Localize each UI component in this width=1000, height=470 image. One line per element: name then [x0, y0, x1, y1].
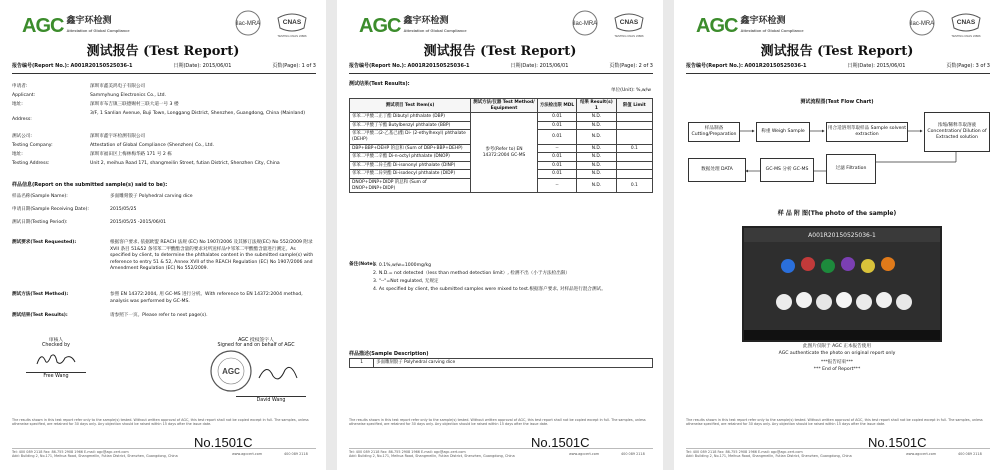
report-page-3 — [674, 0, 1000, 470]
flow-step-cutting: 样品制备 Cutting/Preparation — [688, 122, 740, 142]
svg-text:TESTING CNAS L5806: TESTING CNAS L5806 — [277, 34, 307, 38]
flow-step-weigh: 称重 Weigh Sample — [756, 122, 810, 142]
footer-website: www.agccert.com — [232, 452, 263, 456]
cell-mdl: 0.01 — [537, 161, 576, 170]
logo-en-text: Attestation of Global Compliance — [66, 28, 130, 33]
cnas-badge-icon — [609, 8, 649, 38]
footer-disclaimer: The results shown in this test report refer only to the sample(s) tested. Without written approval of AGC, this test report shall not be copied except in full. The samples, unless otherwise specified, are retained for 30 days only. Any objection should be raised within 15 days after the issue date. — [12, 418, 309, 427]
note-item: 4. As specified by client, the submitted samples were mixed to test.根据客户要求, 对样品进行混合测试。 — [373, 287, 606, 292]
svg-text:TESTING CNAS L5806: TESTING CNAS L5806 — [614, 34, 644, 38]
cnas-badge-icon — [272, 8, 312, 38]
cell-result: N.D. — [577, 153, 616, 162]
logo-cn-text: 鑫宇环检测 — [740, 16, 786, 26]
end-of-report-cn: ***报告结束*** — [820, 360, 854, 365]
cell-item: 邻苯二甲酸二(2-乙基己)酯 Di- (2-ethylhexyl) phthalate (DEHP) — [350, 130, 471, 144]
photo-title: 样 品 附 图(The photo of the sample) — [777, 210, 897, 217]
photo-note-en: AGC authenticate the photo on original report only — [778, 351, 896, 356]
test-results-row: 测试结果(Test Results): 请参照下一页。Please refer to next page(s). — [12, 313, 208, 318]
footer-address: Tel: 400 089 2118 Fax: 86-755 2908 1966 E-mail: agc@agc-cert.com Add: Building 2, No.171, Meihua Road, Shangmeilin, Futian District, Shenzhen, Guangdong, China — [349, 450, 515, 459]
photo-note-cn: 此图片仅限于 AGC 正本报告使用 — [803, 344, 871, 349]
report-number-bar: 报告编号(Report No.): A001R20150525036-1 日期(Date): 2015/06/01 页数(Page): 1 of 3 — [12, 63, 316, 69]
signed-by-block: AGC 授权签字人 Signed for and on behalf of AGC AGC David Wang — [196, 336, 316, 403]
agc-logo: AGC 鑫宇环检测 Attestation of Global Compliance — [22, 14, 130, 37]
cell-mdl: 0.01 — [537, 113, 576, 122]
address-cn-row: 地址: 深圳市布吉镇三联德赐村三联大道一号 3 楼 — [12, 102, 179, 107]
report-page-1 — [0, 0, 326, 470]
svg-text:TESTING CNAS L5806: TESTING CNAS L5806 — [951, 34, 981, 38]
test-method-row: 测试方法(Test Method): 参照 EN 14372:2004, 用 GC-MS 进行分析。With reference to EN 14372:2004 method, analysis was performed by GC-MS. — [12, 292, 303, 304]
cell-method: 参考(Refer to) EN 14372:2004 GC-MS — [471, 113, 538, 193]
col-header-method: 测试方法/仪器 Test Method/ Equipment — [471, 99, 538, 113]
receiving-date-row: 申请日期(Sample Receiving Date): 2015/05/25 — [12, 207, 137, 212]
col-header-limit: 限值 Limit — [616, 99, 652, 113]
cell-limit — [616, 161, 652, 170]
sample-description-heading: 样品描述(Sample Description) — [349, 351, 429, 357]
svg-text:ilac-MRA: ilac-MRA — [572, 21, 598, 27]
footer-phone: 400 089 2118 — [621, 452, 645, 456]
report-number-bar: 报告编号(Report No.): A001R20150525036-1 日期(Date): 2015/06/01 页数(Page): 3 of 3 — [686, 63, 990, 69]
footer-address: Tel: 400 089 2118 Fax: 86-755 2908 1966 E-mail: agc@agc-cert.com Add: Building 2, No.171, Meihua Road, Shangmeilin, Futian District, Shenzhen, Guangdong, China — [12, 450, 178, 459]
logo-en-text: Attestation of Global Compliance — [740, 28, 804, 33]
testing-company-cn-row: 测试公司: 深圳市鑫宇环检测有限公司 — [12, 134, 146, 139]
notes-label: 备注(Note): — [349, 262, 377, 267]
photo-label: A001R20150525036-1 — [808, 232, 876, 239]
cell-result: N.D. — [577, 113, 616, 122]
footer-disclaimer: The results shown in this test report refer only to the sample(s) tested. Without written approval of AGC, this test report shall not be copied except in full. The samples, unless otherwise specified, are retained for 30 days only. Any objection should be raised within 15 days after the issue date. — [349, 418, 646, 427]
applicant-row: Applicant: Sammyhung Electronics Co., Ltd. — [12, 93, 167, 98]
cell-limit — [616, 130, 652, 144]
svg-text:CNAS: CNAS — [282, 19, 302, 26]
note-item: 1. 0.1%,w/w=1000mg/kg — [373, 263, 432, 268]
cell-item: DBP+BBP+DEHP 的总和 (Sum of DBP+BBP+DEHP) — [350, 144, 471, 153]
flow-step-data: 数据处理 DATA — [688, 158, 746, 182]
cell-result: N.D. — [577, 178, 616, 192]
logo-cn-text: 鑫宇环检测 — [66, 16, 112, 26]
flow-step-gcms: GC-MS 分析 GC-MS — [760, 158, 814, 182]
form-number: No.1501C — [194, 435, 253, 450]
report-number-bar: 报告编号(Report No.): A001R20150525036-1 日期(Date): 2015/06/01 页数(Page): 2 of 3 — [349, 63, 653, 69]
ilac-mra-badge-icon — [565, 8, 605, 38]
svg-text:AGC: AGC — [222, 367, 240, 376]
accreditation-badges — [565, 8, 649, 38]
note-item: 2. N.D.= not detected（less than method detection limit）, 检测不出（小于方法检出限） — [373, 271, 571, 276]
testing-period-row: 测试日期(Testing Period): 2015/05/25 -2015/06/01 — [12, 220, 167, 225]
cell-item: DNOP+DINP+DIDP 的总和 (Sum of DNOP+DINP+DIDP) — [350, 178, 471, 192]
cell-mdl: -- — [537, 144, 576, 153]
cell-item: 邻苯二甲酸二异壬酯 Di-isononyl phthalate (DINP) — [350, 161, 471, 170]
testing-address-row: Testing Address: Unit 2, meihua Road 171, shangmeilin Street, futian District, Shenzhen City, China — [12, 161, 280, 166]
cell-item: 邻苯二甲酸丁苄酯 Butylbenzyl phthalate (BBP) — [350, 121, 471, 130]
dice-image-icon — [744, 228, 940, 340]
report-page-2 — [337, 0, 663, 470]
flow-chart-title: 测试流程图(Test Flow Chart) — [800, 99, 874, 105]
flow-step-concentration: 浓缩/稀释萃取溶液 Concentration/ Dilution of Extracted solution — [924, 112, 990, 152]
col-header-mdl: 方法检出限 MDL — [537, 99, 576, 113]
svg-text:CNAS: CNAS — [956, 19, 976, 26]
flow-step-filtration: 过滤 Filtration — [826, 154, 876, 184]
cell-result: N.D. — [577, 170, 616, 179]
footer-address: Tel: 400 089 2118 Fax: 86-755 2908 1966 E-mail: agc@agc-cert.com Add: Building 2, No.171, Meihua Road, Shangmeilin, Futian District, Shenzhen, Guangdong, China — [686, 450, 852, 459]
footer-phone: 400 089 2118 — [284, 452, 308, 456]
testing-address-cn-row: 地址: 深圳市福田区上梅林梅华路 171 号 2 栋 — [12, 152, 172, 157]
agc-stamp-icon — [201, 348, 311, 394]
table-row: 1 多面雕刻骰子 Polyhedral carving dice — [350, 359, 653, 368]
svg-text:ilac-MRA: ilac-MRA — [235, 21, 261, 27]
table-row — [350, 113, 653, 122]
form-number: No.1501C — [868, 435, 927, 450]
col-header-item: 测试项目 Test Item(s) — [350, 99, 471, 113]
cell-result: N.D. — [577, 161, 616, 170]
sample-description-table — [349, 358, 653, 368]
footer-disclaimer: The results shown in this test report refer only to the sample(s) tested. Without written approval of AGC, this test report shall not be copied except in full. The samples, unless otherwise specified, are retained for 30 days only. Any objection should be raised within 15 days after the issue date. — [686, 418, 983, 427]
cell-limit — [616, 121, 652, 130]
cell-item: 邻苯二甲酸二辛酯 Di-n-octyl phthalate (DNOP) — [350, 153, 471, 162]
notes-list — [373, 262, 653, 294]
cell-mdl: -- — [537, 178, 576, 192]
logo-en-text: Attestation of Global Compliance — [403, 28, 467, 33]
cell-item: 邻苯二甲酸二正丁酯 Dibutyl phthalate (DBP) — [350, 113, 471, 122]
page-title: 测试报告 (Test Report) — [423, 44, 577, 59]
cell-result: N.D. — [577, 144, 616, 153]
page-title: 测试报告 (Test Report) — [86, 44, 240, 59]
svg-text:CNAS: CNAS — [619, 19, 639, 26]
footer-phone: 400 089 2118 — [958, 452, 982, 456]
cell-mdl: 0.01 — [537, 130, 576, 144]
footer-website: www.agccert.com — [569, 452, 600, 456]
form-number: No.1501C — [531, 435, 590, 450]
cell-result: N.D. — [577, 130, 616, 144]
results-heading: 测试结果(Test Results): — [349, 81, 410, 87]
applicant-cn-row: 申请者: 深圳市鑫美鸿电子有限公司 — [12, 84, 146, 89]
end-of-report-en: *** End of Report*** — [813, 367, 861, 372]
cell-result: N.D. — [577, 121, 616, 130]
cell-mdl: 0.01 — [537, 153, 576, 162]
svg-text:ilac-MRA: ilac-MRA — [909, 21, 935, 27]
cell-item: 邻苯二甲酸二异癸酯 Di-isodecyl phthalate (DIDP) — [350, 170, 471, 179]
col-header-result: 结果 Result(s) 1 — [577, 99, 616, 113]
results-table — [349, 98, 653, 193]
cell-limit — [616, 153, 652, 162]
checked-by-block: 审核人 Checked by Free Wang — [26, 336, 86, 379]
test-requested-row: 测试要求(Test Requested): 根据客户要求, 依据欧盟 REACH 法规 (EC) No 1907/2006 及其修订法规(EC) No 552/2009 附录 XVII 条目 51&52 条邻苯二甲酸酯含量的要求对所送样品中邻苯二甲酸酯含量进行测定。As specified by client, to determine the phthalates content in the submitted sample(s) with reference to entry 51 & 52, Annex XVII of the REACH Regulation (EC) No 1907/2006 and Amendment Regulation (EC) No 552/2009. — [12, 240, 314, 272]
page-title: 测试报告 (Test Report) — [760, 44, 914, 59]
checked-signature-icon — [31, 348, 81, 370]
cell-limit: 0.1 — [616, 144, 652, 153]
cell-limit — [616, 170, 652, 179]
sample-info-heading: 样品信息(Report on the submitted sample(s) said to be): — [12, 182, 168, 188]
sample-name-row: 样品名称(Sample Name): 多面雕刻骰子 Polyhedral carving dice — [12, 194, 193, 199]
footer-website: www.agccert.com — [906, 452, 937, 456]
ilac-mra-badge-icon — [228, 8, 268, 38]
cell-limit: 0.1 — [616, 178, 652, 192]
unit-label: 单位(Unit): %,w/w — [610, 88, 651, 93]
agc-logo: AGC 鑫宇环检测 Attestation of Global Compliance — [696, 14, 804, 37]
cell-mdl: 0.01 — [537, 170, 576, 179]
flow-step-extraction: 用合适溶剂萃取样品 Sample solvent extraction — [826, 122, 908, 142]
sample-photo — [742, 226, 942, 342]
note-item: 3. "--"=Not regulated, 无规定 — [373, 279, 439, 284]
testing-company-row: Testing Company: Attestation of Global Compliance (Shenzhen) Co., Ltd. — [12, 143, 214, 148]
logo-cn-text: 鑫宇环检测 — [403, 16, 449, 26]
cell-limit — [616, 113, 652, 122]
cell-mdl: 0.01 — [537, 121, 576, 130]
address-row: Address: 3/F, 1 Sanlian Avenue, Buji Town, Longgang District, Shenzhen, Guangdong, China (Mainland) — [12, 111, 306, 122]
accreditation-badges — [228, 8, 312, 38]
agc-logo: AGC 鑫宇环检测 Attestation of Global Compliance — [359, 14, 467, 37]
